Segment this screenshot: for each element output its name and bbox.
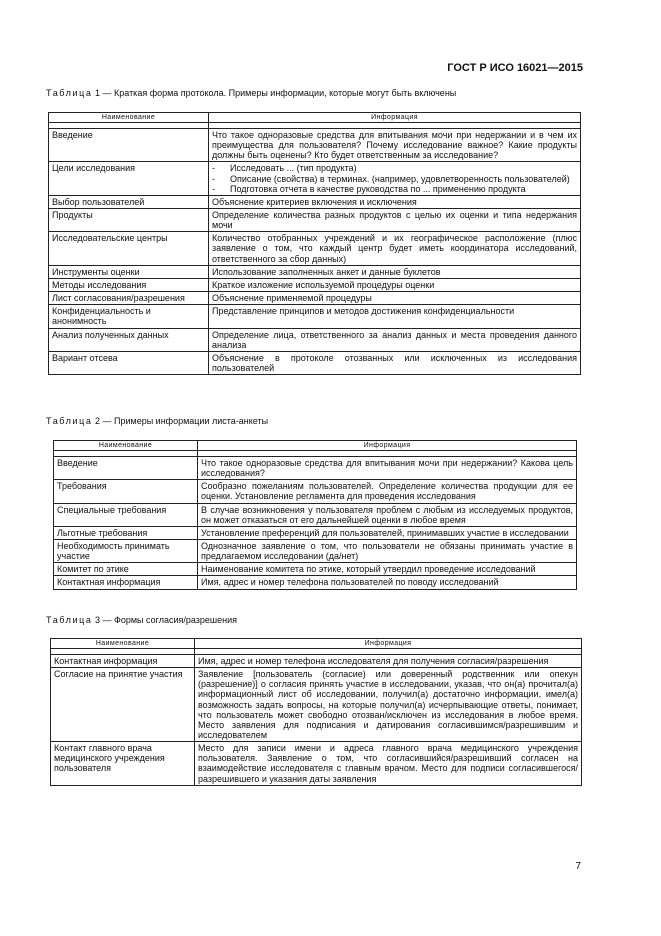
list-item [212,163,577,173]
row-info-cell: Что такое одноразовые средства для впитывания мочи при недержании? Какова цель исследования? [198,456,577,479]
row-info-cell: В случае возникновения у пользователя проблем с любым из исследуемых продуктов, он может отказаться от его дальнейшей оценки в любое время [198,503,577,526]
row-info-cell: Использование заполненных анкет и данные буклетов [209,265,581,278]
row-info-cell [209,162,581,195]
table1-body [49,122,581,374]
row-info-cell: Представление принципов и методов достижения конфиденциальности [209,305,581,328]
table-row [49,292,581,305]
list-dash: - [212,163,215,174]
table-row [54,456,577,479]
table2-caption-word: Таблица [46,416,93,426]
table1-caption [46,88,456,98]
page-number: 7 [575,861,581,872]
row-info-cell: Сообразно пожеланиям пользователей. Определение количества продукции для ее оценки. Установление регламента для проведения исследования [198,480,577,503]
row-info-cell: Установление преференций для пользователей, принимавших участие в исследовании [198,526,577,539]
table1-col-info: Информация [209,113,581,123]
row-info-cell: Краткое изложение используемой процедуры оценки [209,278,581,291]
row-name-cell: Согласие на принятие участия [51,668,195,742]
table-row [49,195,581,208]
table2-caption [46,416,268,426]
table3-body [51,648,582,785]
table3-col-name: Наименование [51,639,195,649]
table3-caption [46,615,237,625]
row-info-cell: Объяснение применяемой процедуры [209,292,581,305]
row-name-cell: Введение [49,128,209,161]
row-info-cell: Объяснение критериев включения и исключения [209,195,581,208]
row-name-cell: Необходимость принимать участие [54,540,198,563]
table2-body [54,450,577,589]
table-row [51,668,582,742]
row-name-cell: Лист согласования/разрешения [49,292,209,305]
table1-col-name: Наименование [49,113,209,123]
row-info-cell: Заявление [пользователь (согласие) или доверенный родственник или опекун (разрешение)] о согласия принять участие в исследовании, указав, что он(а) прочитал(а) информационный лист об исследовании, получил(а) достаточно информации, имел(а) возможность задать вопросы, на которые получил(а) исчерпывающие ответы, понимает, что пользователь может свободно отозван/исключен из исследования в любое время. Место заявления для подписания и датирования согласившимся/разрешившим и исследователем [195,668,582,742]
page-header: ГОСТ Р ИСО 16021—2015 [447,62,583,74]
table1-caption-text: 1 — Краткая форма протокола. Примеры информации, которые могут быть включены [92,88,457,98]
list-item [212,184,577,194]
table2-col-info: Информация [198,441,577,451]
list-dash: - [212,183,215,194]
row-info-cell: Объяснение в протоколе отозванных или исключенных из исследования пользователей [209,351,581,374]
table1-caption-word: Таблица [46,88,93,98]
row-name-cell: Исследовательские центры [49,232,209,265]
table-row [51,742,582,786]
table-row [49,278,581,291]
list-item-text: Описание (свойства) в терминах. (например, удовлетворенность пользователей) [230,173,570,184]
list-item [212,174,577,184]
table-row [49,209,581,232]
table-row [49,265,581,278]
table-row [49,305,581,328]
row-name-cell: Выбор пользователей [49,195,209,208]
table1 [48,112,581,375]
row-name-cell: Контакт главного врача медицинского учреждения пользователя [51,742,195,786]
table-row [49,351,581,374]
list-dash: - [212,173,215,184]
row-name-cell: Контактная информация [51,654,195,667]
row-info-cell: Место для записи имени и адреса главного врача медицинского учреждения пользователя. Заявление о том, что согласившийся/разрешивший согласен на взаимодействие исследователя с главным врачом. Место для подписи согласившегося/разрешившего и указания даты заявления [195,742,582,786]
row-info-cell: Количество отобранных учреждений и их географическое расположение (плюс заявление о том, что каждый центр будет иметь координатора исследований, ответственного за сбор данных) [209,232,581,265]
row-name-cell: Продукты [49,209,209,232]
table3 [50,638,582,786]
table-row [54,480,577,503]
row-name-cell: Методы исследования [49,278,209,291]
table-row [54,540,577,563]
table2-caption-text: 2 — Примеры информации листа-анкеты [92,416,269,426]
row-name-cell: Анализ полученных данных [49,328,209,351]
table2 [53,440,577,590]
table-row [49,128,581,161]
table3-caption-word: Таблица [46,615,93,625]
table-row [54,526,577,539]
table-row [49,328,581,351]
row-info-cell: Однозначное заявление о том, что пользователи не обязаны принимать участие в предлагаемом исследовании (да/нет) [198,540,577,563]
table3-col-info: Информация [195,639,582,649]
row-info-cell: Наименование комитета по этике, который утвердил проведение исследований [198,563,577,576]
row-info-cell: Определение лица, ответственного за анализ данных и места проведения данного анализа [209,328,581,351]
list-item-text: Исследовать ... (тип продукта) [230,163,357,174]
row-name-cell: Введение [54,456,198,479]
list-item-text: Подготовка отчета в качестве руководства по ... применению продукта [230,183,526,194]
table3-caption-text: 3 — Формы согласия/разрешения [92,615,238,625]
table-row [49,162,581,195]
table2-col-name: Наименование [54,441,198,451]
row-name-cell: Контактная информация [54,576,198,589]
row-info-cell: Имя, адрес и номер телефона исследователя для получения согласия/разрешения [195,654,582,667]
row-info-cell: Имя, адрес и номер телефона пользователей по поводу исследований [198,576,577,589]
row-name-cell: Комитет по этике [54,563,198,576]
row-name-cell: Инструменты оценки [49,265,209,278]
row-name-cell: Льготные требования [54,526,198,539]
table-row [54,563,577,576]
row-name-cell: Специальные требования [54,503,198,526]
row-name-cell: Требования [54,480,198,503]
table-row [54,576,577,589]
row-info-cell: Определение количества разных продуктов с целью их оценки и типа недержания мочи [209,209,581,232]
row-name-cell: Вариант отсева [49,351,209,374]
table-row [54,503,577,526]
table-row [49,232,581,265]
table-row [51,654,582,667]
row-info-cell: Что такое одноразовые средства для впитывания мочи при недержании и в чем их преимущества для пользователя? Почему исследование важное? Какие продукты должны быть оценены? Кто будет ответственным за исследование? [209,128,581,161]
row-name-cell: Конфиденциальность и анонимность [49,305,209,328]
row-name-cell: Цели исследования [49,162,209,195]
